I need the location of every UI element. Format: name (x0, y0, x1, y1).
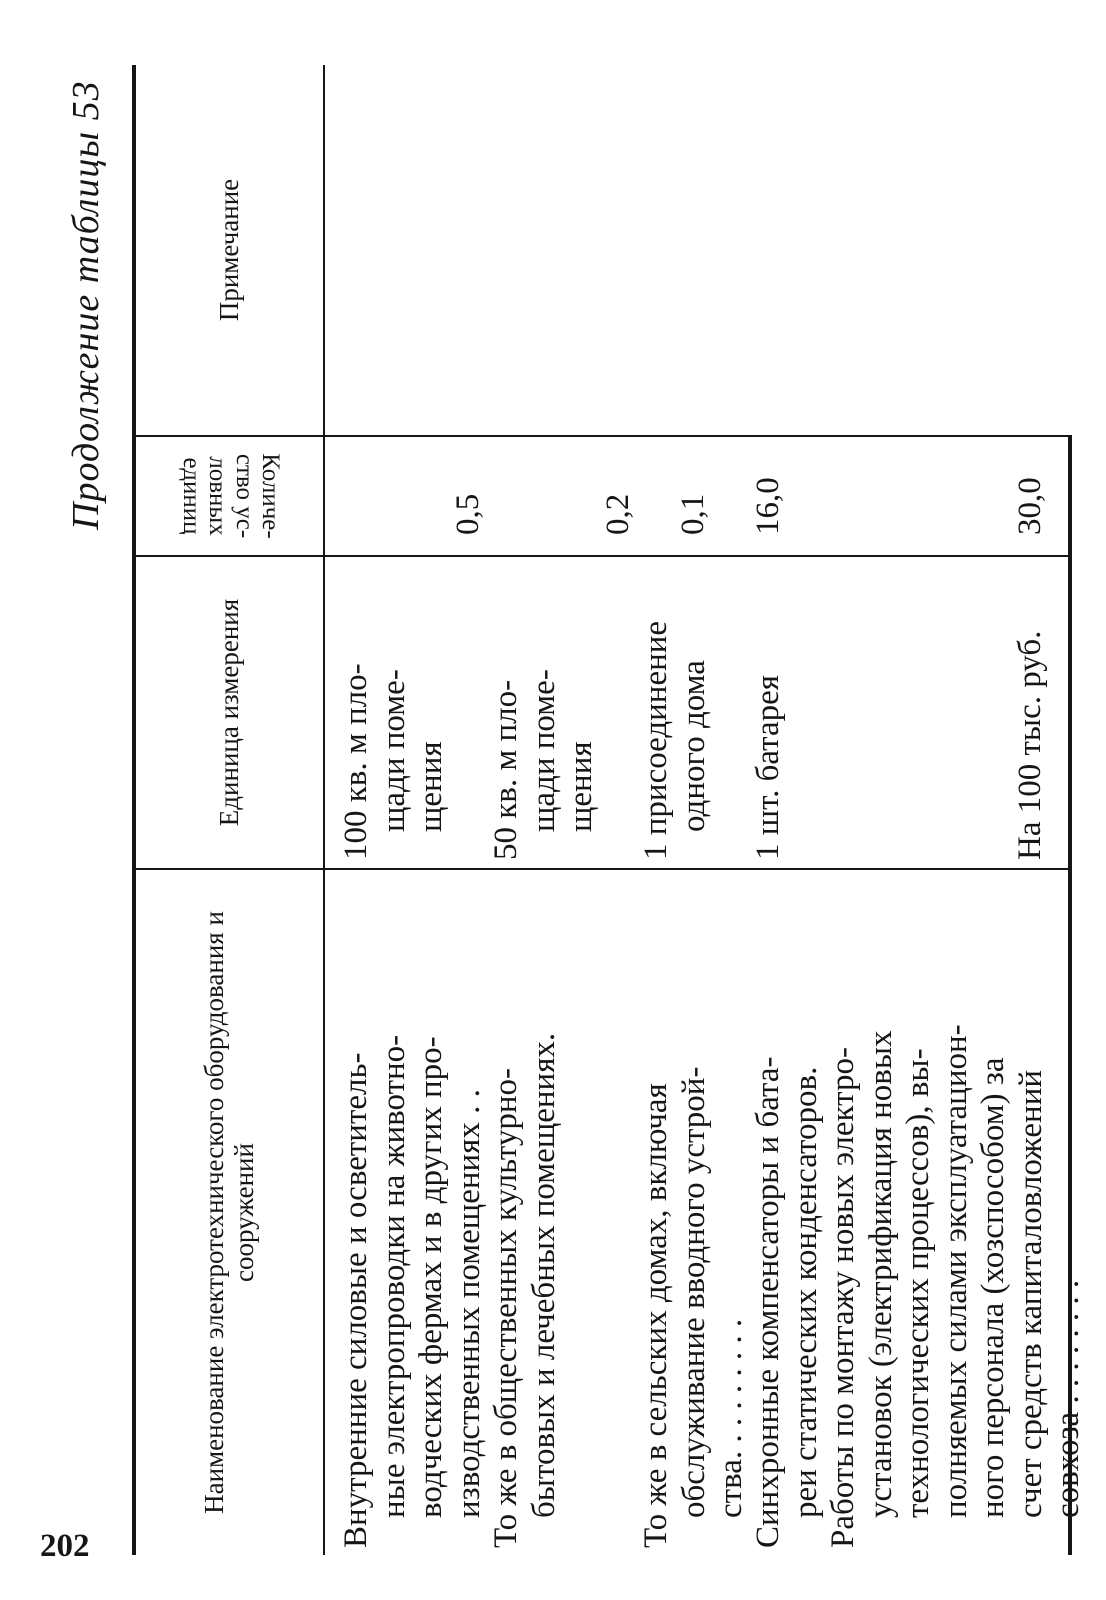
header-bottom-rule (323, 65, 325, 1555)
header-note-column: Примечание (214, 178, 245, 322)
table-row-qty: 16,0 (750, 477, 786, 535)
table-row-name: То же в общественных культурно- бытовых и лечебных помещениях. (488, 1032, 562, 1548)
table-row-name: То же в сельских домах, включая обслуживание вводного устрой- ства. . . . . . . . . (638, 1066, 749, 1548)
table-caption: Продолжение таблицы 53 (65, 80, 107, 530)
header-name-column: Наименование электротехнического оборудования и сооружений (199, 911, 259, 1514)
table-row-qty: 30,0 (1012, 477, 1048, 535)
table-row-unit: На 100 тыс. руб. (1012, 630, 1048, 860)
table-row-name: Внутренние силовые и осветитель- ные электропроводки на животно- водческих фермах и в других про- изводственных помещениях . . (338, 1034, 487, 1548)
header-qty-column: Количе-ство ус-ловных единиц (177, 453, 284, 539)
header-unit-column: Единица измерения (214, 598, 245, 827)
rotated-table-page (40, 20, 1090, 1580)
page-number: 202 (40, 1528, 90, 1564)
table-row-unit: 50 кв. м пло- щади поме- щения (488, 669, 599, 860)
table-row-qty: 0,1 (675, 493, 711, 535)
table-row-name: Синхронные компенсаторы и бата- реи статических конденсаторов. (750, 1056, 824, 1548)
table-row-qty: 0,5 (450, 493, 486, 535)
table-row-unit: 1 присоединение одного дома (638, 620, 712, 860)
table-row-unit: 1 шт. батарея (750, 675, 786, 860)
table-row-qty: 0,2 (600, 493, 636, 535)
table-row-name: Работы по монтажу новых электро- установок (электрификация новых технологических процессов), вы- полняемых силами эксплуатацион- ного персонала (хозспособом) за счет средств капиталовложений совхоза . . . . . . . . (825, 1024, 1086, 1548)
table-row-unit: 100 кв. м пло- щади поме- щения (338, 663, 449, 860)
table-top-rule (132, 65, 136, 1555)
